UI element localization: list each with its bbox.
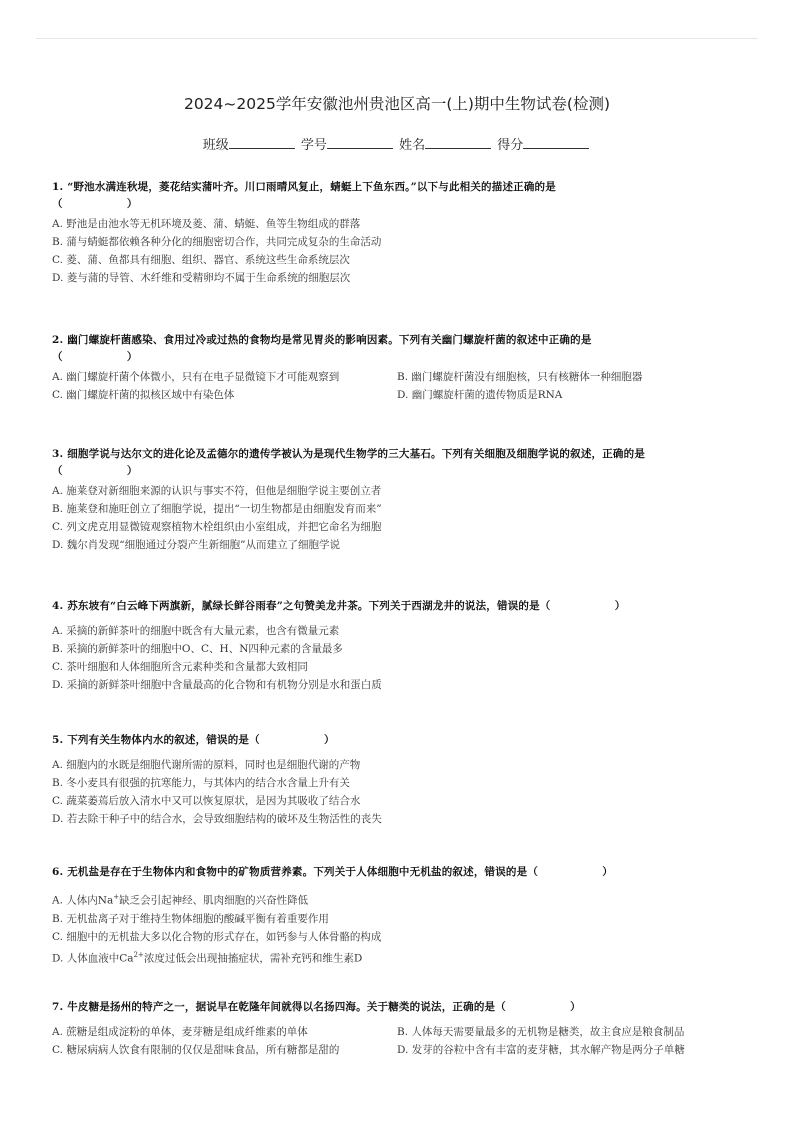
option-c: C. 茶叶细胞和人体细胞所含元素种类和含量都大致相同 (52, 661, 308, 673)
option-d: D. 采摘的新鲜茶叶细胞中含量最高的化合物和有机物分别是水和蛋白质 (52, 679, 382, 691)
question-stem: 3. 细胞学说与达尔文的进化论及孟德尔的遗传学被认为是现代生物学的三大基石。下列有关细胞及细胞学说的叙述，正确的是 (52, 448, 646, 460)
option-c: C. 列文虎克用显微镜观察植物木栓组织由小室组成，并把它命名为细胞 (52, 521, 382, 533)
score-blank[interactable] (523, 138, 589, 149)
option-a: A. 人体内Na+缺乏会引起神经、肌肉细胞的兴奋性降低 (52, 893, 309, 907)
option-d: D. 若去除干种子中的结合水，会导致细胞结构的破坏及生物活性的丧失 (52, 813, 382, 825)
question-stem: 1. “野池水满连秋堤，菱花结实蒲叶齐。川口雨晴风复止，蜻蜓上下鱼东西。”以下与此相关的描述正确的是 (52, 181, 556, 193)
student-info-line (0, 134, 794, 153)
question-5 (52, 732, 742, 828)
question-stem: 4. 苏东坡有“白云峰下两旗新，腻绿长鲜谷雨春”之句赞美龙井茶。下列关于西湖龙井的说法，错误的是（ ） (52, 600, 626, 612)
number-blank[interactable] (327, 138, 393, 149)
question-4 (52, 598, 742, 694)
exam-title: 2024~2025学年安徽池州贵池区高一(上)期中生物试卷(检测) (183, 95, 611, 113)
option-b: B. 施莱登和施旺创立了细胞学说，提出“一切生物都是由细胞发育而来” (52, 503, 382, 515)
option-d: D. 发芽的谷粒中含有丰富的麦芽糖，其水解产物是两分子单糖 (397, 1044, 685, 1056)
question-stem: 5. 下列有关生物体内水的叙述，错误的是（ ） (52, 734, 335, 746)
question-1 (52, 179, 742, 287)
question-stem: 6. 无机盐是存在于生物体内和食物中的矿物质营养素。下列关于人体细胞中无机盐的叙述，错误的是（ ） (52, 866, 613, 878)
score-label: 得分 (497, 138, 524, 153)
class-label: 班级 (202, 138, 229, 153)
option-b: B. 冬小麦具有很强的抗寒能力，与其体内的结合水含量上升有关 (52, 777, 350, 789)
option-b: B. 无机盐离子对于维持生物体细胞的酸碱平衡有着重要作用 (52, 912, 329, 925)
option-d: D. 菱与蒲的导管、木纤维和受精卵均不属于生命系统的细胞层次 (52, 272, 351, 284)
header-divider (36, 38, 758, 39)
option-c: C. 菱、蒲、鱼都具有细胞、组织、器官、系统这些生命系统层次 (52, 254, 350, 266)
option-a: A. 蔗糖是组成淀粉的单体，麦芽糖是组成纤维素的单体 (52, 1026, 308, 1038)
option-d: D. 人体血液中$Ca^{2+}$浓度过低会出现抽搐症状，需补充钙和维生素D (52, 950, 363, 964)
name-label: 姓名 (399, 138, 426, 153)
name-blank[interactable] (425, 138, 491, 149)
option-c: C. 蔬菜萎蔫后放入清水中又可以恢复原状，是因为其吸收了结合水 (52, 795, 361, 807)
question-stem: 7. 牛皮糖是扬州的特产之一，据说早在乾隆年间就得以名扬四海。关于糖类的说法，正确的是（ ） (52, 1001, 581, 1013)
option-b: B. 幽门螺旋杆菌没有细胞核，只有核糖体一种细胞器 (397, 371, 643, 383)
option-c: C. 幽门螺旋杆菌的拟核区域中有染色体 (52, 389, 235, 401)
option-b: B. 采摘的新鲜茶叶的细胞中O、C、H、N四种元素的含量最多 (52, 643, 343, 655)
question-6 (52, 864, 742, 967)
option-d: D. 魏尔肖发现“细胞通过分裂产生新细胞”从而建立了细胞学说 (52, 539, 340, 551)
option-c: C. 细胞中的无机盐大多以化合物的形式存在，如钙参与人体骨骼的构成 (52, 930, 382, 943)
question-3 (52, 446, 742, 554)
option-a: A. 野池是由池水等无机环境及菱、蒲、蜻蜓、鱼等生物组成的群落 (52, 218, 361, 230)
number-label: 学号 (300, 138, 327, 153)
option-c: C. 糖尿病病人饮食有限制的仅仅是甜味食品，所有糖都是甜的 (52, 1044, 340, 1056)
question-stem: 2. 幽门螺旋杆菌感染、食用过冷或过热的食物均是常见胃炎的影响因素。下列有关幽门螺旋杆菌的叙述中正确的是 (52, 334, 592, 346)
option-b: B. 人体每天需要量最多的无机物是糖类，故主食应是粮食制品 (397, 1026, 685, 1038)
question-7 (52, 999, 742, 1059)
class-blank[interactable] (229, 138, 295, 149)
option-b: B. 蒲与蜻蜓都依赖各种分化的细胞密切合作，共同完成复杂的生命活动 (52, 236, 382, 248)
option-a: A. 细胞内的水既是细胞代谢所需的原料，同时也是细胞代谢的产物 (52, 759, 361, 771)
answer-paren: （ ） (52, 198, 138, 210)
answer-paren: （ ） (52, 465, 138, 477)
question-2 (52, 332, 742, 404)
answer-paren: （ ） (52, 351, 138, 363)
option-a: A. 采摘的新鲜茶叶的细胞中既含有大量元素，也含有微量元素 (52, 625, 340, 637)
option-d: D. 幽门螺旋杆菌的遗传物质是RNA (397, 389, 563, 401)
option-a: A. 施莱登对新细胞来源的认识与事实不符，但他是细胞学说主要创立者 (52, 485, 382, 497)
option-a: A. 幽门螺旋杆菌个体微小，只有在电子显微镜下才可能观察到 (52, 371, 340, 383)
